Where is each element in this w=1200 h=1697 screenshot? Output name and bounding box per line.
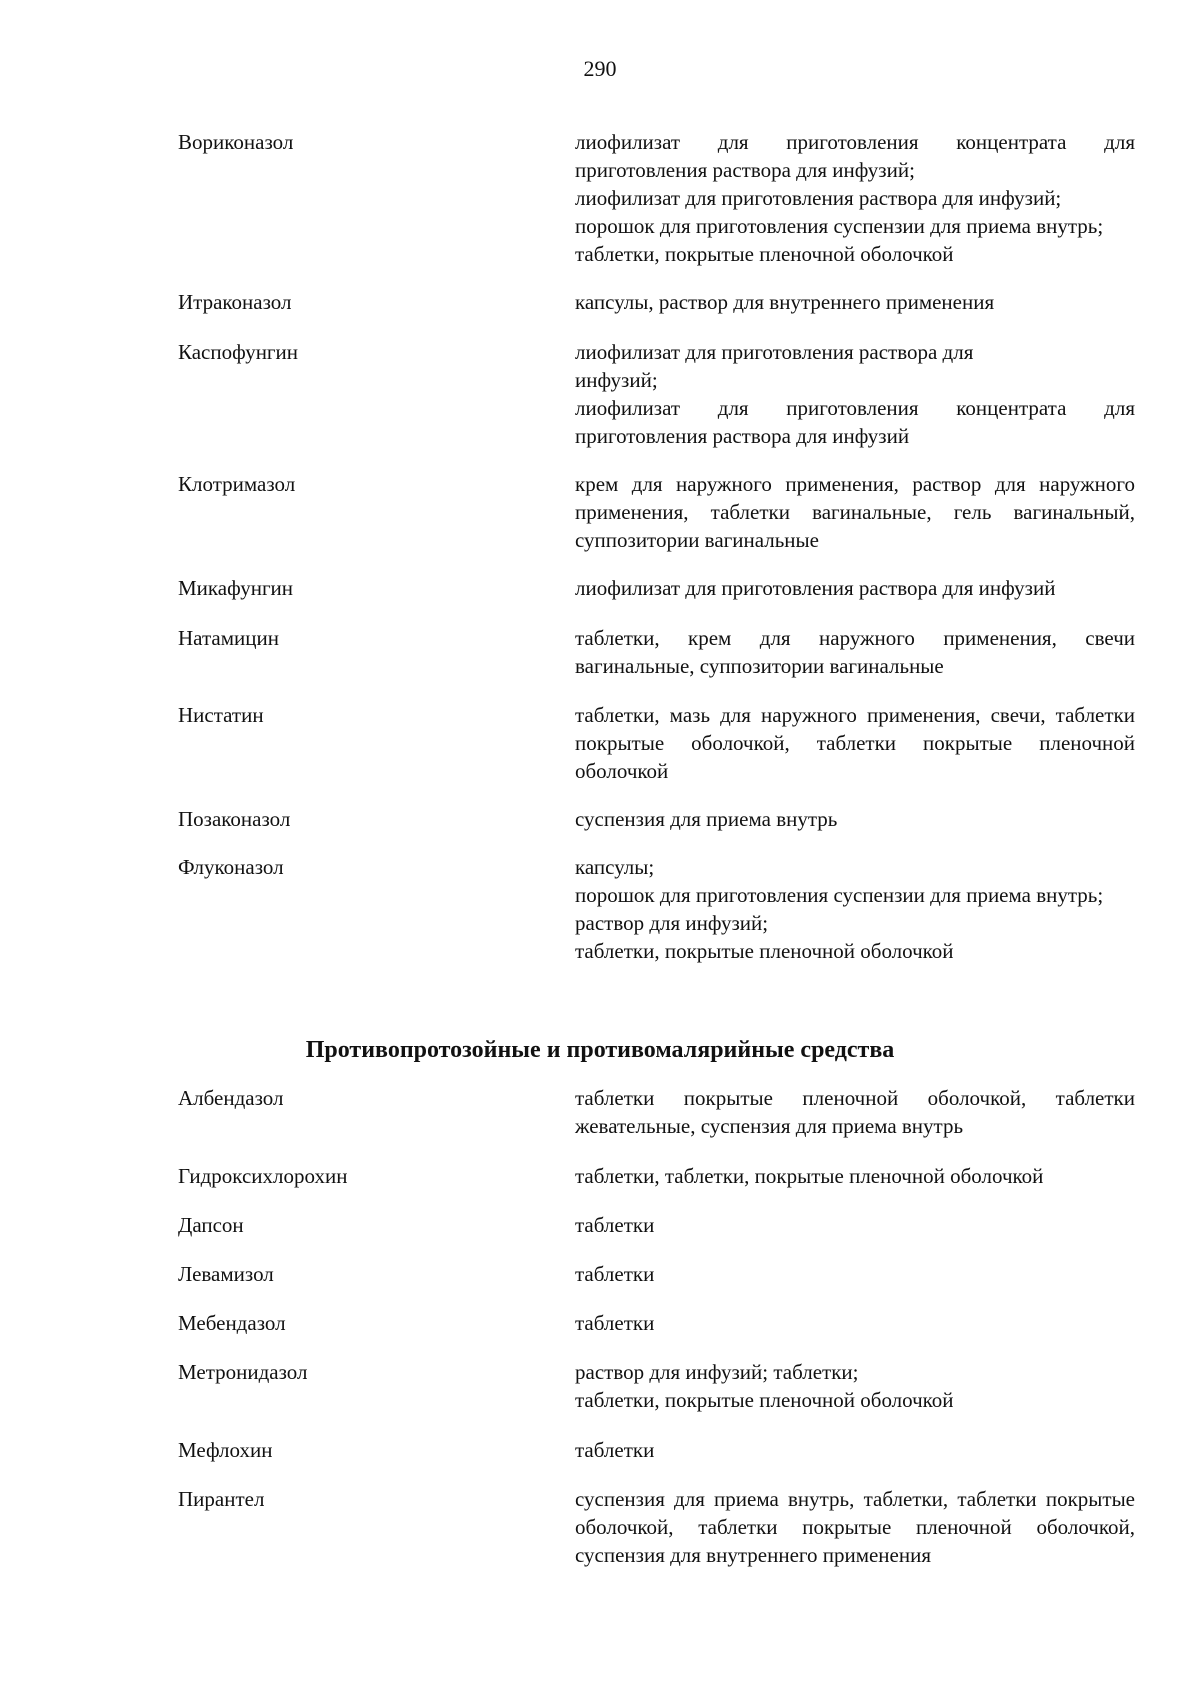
dosage-forms [575, 1309, 1135, 1337]
drug-name: Левамизол [178, 1262, 274, 1286]
dosage-forms [575, 1084, 1135, 1140]
dosage-forms [575, 1260, 1135, 1288]
drug-name: Албендазол [178, 1086, 284, 1110]
drug-name: Гидроксихлорохин [178, 1164, 348, 1188]
dosage-form-line: таблетки [575, 1213, 655, 1237]
dosage-form-line: таблетки, покрытые пленочной оболочкой [575, 242, 954, 266]
dosage-form-line: суспензия для приема внутрь, таблетки, таблетки покрытые оболочкой, таблетки покрытые пленочной оболочкой, суспензия для внутреннего применения [575, 1487, 1135, 1567]
drug-name: Флуконазол [178, 855, 284, 879]
dosage-form-line: лиофилизат для приготовления раствора для инфузий; [575, 186, 1062, 210]
dosage-form-line: таблетки, мазь для наружного применения, свечи, таблетки покрытые оболочкой, таблетки покрытые пленочной оболочкой [575, 703, 1135, 783]
dosage-forms [575, 470, 1135, 554]
dosage-form-line: таблетки, покрытые пленочной оболочкой [575, 1388, 954, 1412]
dosage-form-line: суспензия для приема внутрь [575, 807, 838, 831]
dosage-forms [575, 701, 1135, 785]
dosage-form-line: таблетки покрытые пленочной оболочкой, таблетки жевательные, суспензия для приема внутрь [575, 1086, 1135, 1138]
dosage-form-line: крем для наружного применения, раствор для наружного применения, таблетки вагинальные, гель вагинальный, суппозитории вагинальные [575, 472, 1135, 552]
section-heading: Противопротозойные и противомалярийные средства [305, 1037, 895, 1063]
dosage-form-line: капсулы, раствор для внутреннего применения [575, 290, 995, 314]
drug-name: Вориконазол [178, 130, 294, 154]
dosage-forms [575, 338, 1135, 450]
dosage-form-line: капсулы; [575, 855, 655, 879]
dosage-form-line: таблетки [575, 1438, 655, 1462]
drug-name: Дапсон [178, 1213, 244, 1237]
drug-name: Мефлохин [178, 1438, 273, 1462]
dosage-form-line: раствор для инфузий; таблетки; [575, 1360, 859, 1384]
dosage-forms [575, 1436, 1135, 1464]
dosage-forms [575, 128, 1135, 268]
dosage-forms [575, 853, 1135, 965]
drug-name: Микафунгин [178, 576, 294, 600]
drug-name: Клотримазол [178, 472, 296, 496]
dosage-forms [575, 805, 1135, 833]
dosage-form-line: раствор для инфузий; [575, 911, 769, 935]
drug-name: Метронидазол [178, 1360, 308, 1384]
drug-name: Итраконазол [178, 290, 292, 314]
dosage-form-line: таблетки, покрытые пленочной оболочкой [575, 939, 954, 963]
dosage-form-line: порошок для приготовления суспензии для приема внутрь; [575, 214, 1104, 238]
dosage-form-line: таблетки, крем для наружного применения, свечи вагинальные, суппозитории вагинальные [575, 626, 1135, 678]
drug-name: Каспофунгин [178, 340, 299, 364]
dosage-forms [575, 1485, 1135, 1569]
drug-name: Пирантел [178, 1487, 265, 1511]
dosage-forms [575, 624, 1135, 680]
dosage-form-line: таблетки [575, 1262, 655, 1286]
dosage-form-line: таблетки, таблетки, покрытые пленочной оболочкой [575, 1164, 1044, 1188]
dosage-form-line: лиофилизат для приготовления концентрата для приготовления раствора для инфузий; [575, 130, 1135, 182]
dosage-form-line: порошок для приготовления суспензии для приема внутрь; [575, 883, 1104, 907]
dosage-forms [575, 1358, 1135, 1414]
page-number: 290 [583, 56, 617, 81]
drug-name: Натамицин [178, 626, 279, 650]
drug-name: Нистатин [178, 703, 264, 727]
dosage-forms [575, 574, 1135, 602]
dosage-form-line: лиофилизат для приготовления раствора для инфузий; [575, 340, 974, 392]
dosage-forms [575, 1162, 1135, 1190]
dosage-forms [575, 288, 1135, 316]
dosage-form-line: таблетки [575, 1311, 655, 1335]
dosage-form-line: лиофилизат для приготовления раствора для инфузий [575, 576, 1056, 600]
drug-name: Мебендазол [178, 1311, 286, 1335]
drug-name: Позаконазол [178, 807, 291, 831]
dosage-forms [575, 1211, 1135, 1239]
dosage-form-line: лиофилизат для приготовления концентрата для приготовления раствора для инфузий [575, 396, 1135, 448]
